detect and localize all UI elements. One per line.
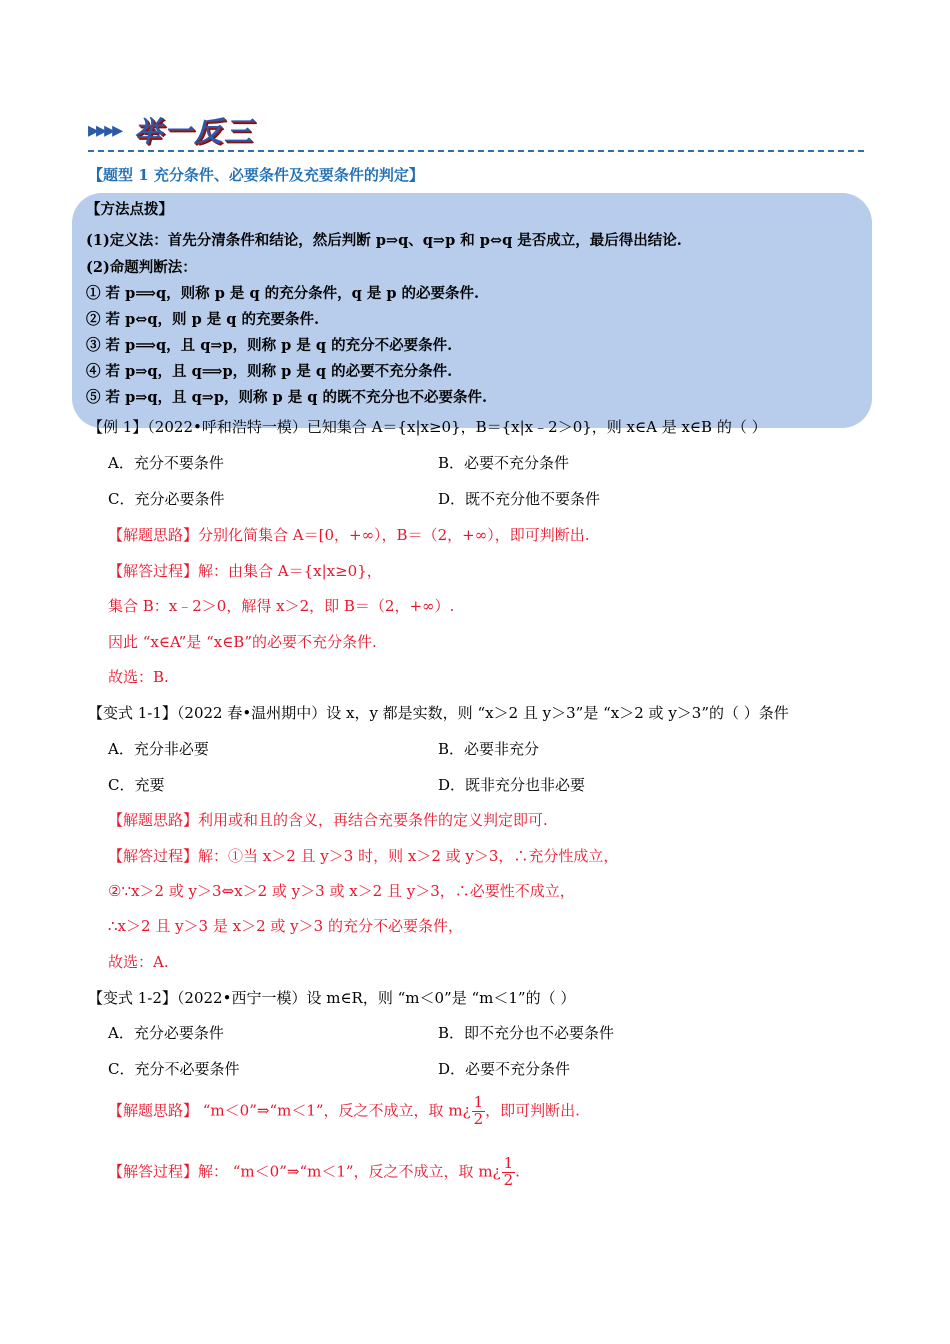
variant-1-2-idea-tail: ，即可判断出. <box>485 1101 580 1120</box>
variant-1-2-option-a: A．充分必要条件 <box>108 1024 224 1042</box>
variant-1-1-idea: 【解题思路】利用或和且的含义，再结合充要条件的定义判定即可. <box>108 811 548 829</box>
variant-1-1-option-d: D．既非充分也非必要 <box>438 776 586 794</box>
example-1-idea: 【解题思路】分别化简集合 A＝[0，+∞），B＝（2，+∞），即可判断出. <box>108 526 590 544</box>
example-1-process-2: 集合 B：x﹣2＞0，解得 x＞2，即 B＝（2，+∞）. <box>108 597 455 615</box>
banner-title: 举一反三 <box>134 115 255 148</box>
variant-1-1-process-2: ②∵x＞2 或 y＞3⇔x＞2 或 y＞3 或 x＞2 且 y＞3，∴必要性不成立， <box>108 882 575 900</box>
variant-1-2-process-tail: . <box>515 1162 520 1181</box>
variant-1-2-option-b: B．即不充分也不必要条件 <box>438 1024 615 1042</box>
variant-1-1-option-a: A．充分非必要 <box>108 740 209 758</box>
method-line-4: ② 若 p⇔q，则 p 是 q 的充要条件. <box>86 311 320 328</box>
method-line-5: ③ 若 p⟹q，且 q⇒p，则称 p 是 q 的充分不必要条件. <box>86 337 453 354</box>
variant-1-2-option-d: D．必要不充分条件 <box>438 1060 571 1078</box>
variant-1-1-option-c: C．充要 <box>108 776 165 794</box>
example-1-option-b: B．必要不充分条件 <box>438 454 570 472</box>
fraction-one-half <box>472 1095 486 1128</box>
method-line-1: (1)定义法：首先分清条件和结论，然后判断 p⇒q、q⇒p 和 p⇔q 是否成立，最后得出结论. <box>86 232 682 249</box>
variant-1-1-process-3: ∴x＞2 且 y＞3 是 x＞2 或 y＞3 的充分不必要条件， <box>108 917 463 935</box>
fraction-denominator: 2 <box>503 1170 514 1189</box>
topic-title: 【题型 1 充分条件、必要条件及充要条件的判定】 <box>88 166 424 184</box>
fraction-one-half <box>502 1156 516 1189</box>
variant-1-1-process-1: 【解答过程】解：①当 x＞2 且 y＞3 时，则 x＞2 或 y＞3，∴充分性成立， <box>108 847 619 865</box>
method-line-3: ① 若 p⟹q，则称 p 是 q 的充分条件，q 是 p 的必要条件. <box>86 285 480 302</box>
variant-1-2-idea <box>108 1095 580 1128</box>
variant-1-2-idea-text: 【解题思路】 “m＜0”⇒“m＜1”，反之不成立，取 m¿ <box>108 1101 471 1120</box>
variant-1-1-answer: 故选：A. <box>108 953 169 971</box>
variant-1-2-process <box>108 1156 520 1189</box>
variant-1-2-process-text: 【解答过程】解： “m＜0”⇒“m＜1”，反之不成立，取 m¿ <box>108 1162 501 1181</box>
example-1-option-a: A．充分不要条件 <box>108 454 224 472</box>
example-1-option-c: C．充分必要条件 <box>108 490 225 508</box>
method-line-2: (2)命题判断法： <box>86 259 197 276</box>
variant-1-2-question: 【变式 1-2】（2022•西宁一模）设 m∈R，则 “m＜0”是 “m＜1”的（ ） <box>88 989 576 1007</box>
example-1-question: 【例 1】（2022•呼和浩特一模）已知集合 A＝{x|x≥0}，B＝{x|x﹣2＞0}，则 x∈A 是 x∈B 的（ ） <box>88 418 767 436</box>
method-line-6: ④ 若 p⇒q，且 q⟹p，则称 p 是 q 的必要不充分条件. <box>86 363 453 380</box>
fraction-numerator: 1 <box>473 1093 484 1111</box>
banner-arrows-icon: ▸▸▸▸ <box>88 118 121 143</box>
method-title: 【方法点拨】 <box>86 201 173 218</box>
method-line-7: ⑤ 若 p⇒q，且 q⇒p，则称 p 是 q 的既不充分也不必要条件. <box>86 389 488 406</box>
example-1-option-d: D．既不充分他不要条件 <box>438 490 601 508</box>
variant-1-1-option-b: B．必要非充分 <box>438 740 540 758</box>
variant-1-2-option-c: C．充分不必要条件 <box>108 1060 240 1078</box>
fraction-denominator: 2 <box>473 1109 484 1128</box>
fraction-numerator: 1 <box>503 1154 514 1172</box>
example-1-answer: 故选：B. <box>108 668 169 686</box>
example-1-process-3: 因此 “x∈A”是 “x∈B”的必要不充分条件. <box>108 633 377 651</box>
example-1-process-1: 【解答过程】解：由集合 A＝{x|x≥0}， <box>108 562 382 580</box>
variant-1-1-question: 【变式 1-1】（2022 春•温州期中）设 x，y 都是实数，则 “x＞2 且 y＞3”是 “x＞2 或 y＞3”的（ ）条件 <box>88 704 789 722</box>
section-divider <box>88 150 864 152</box>
